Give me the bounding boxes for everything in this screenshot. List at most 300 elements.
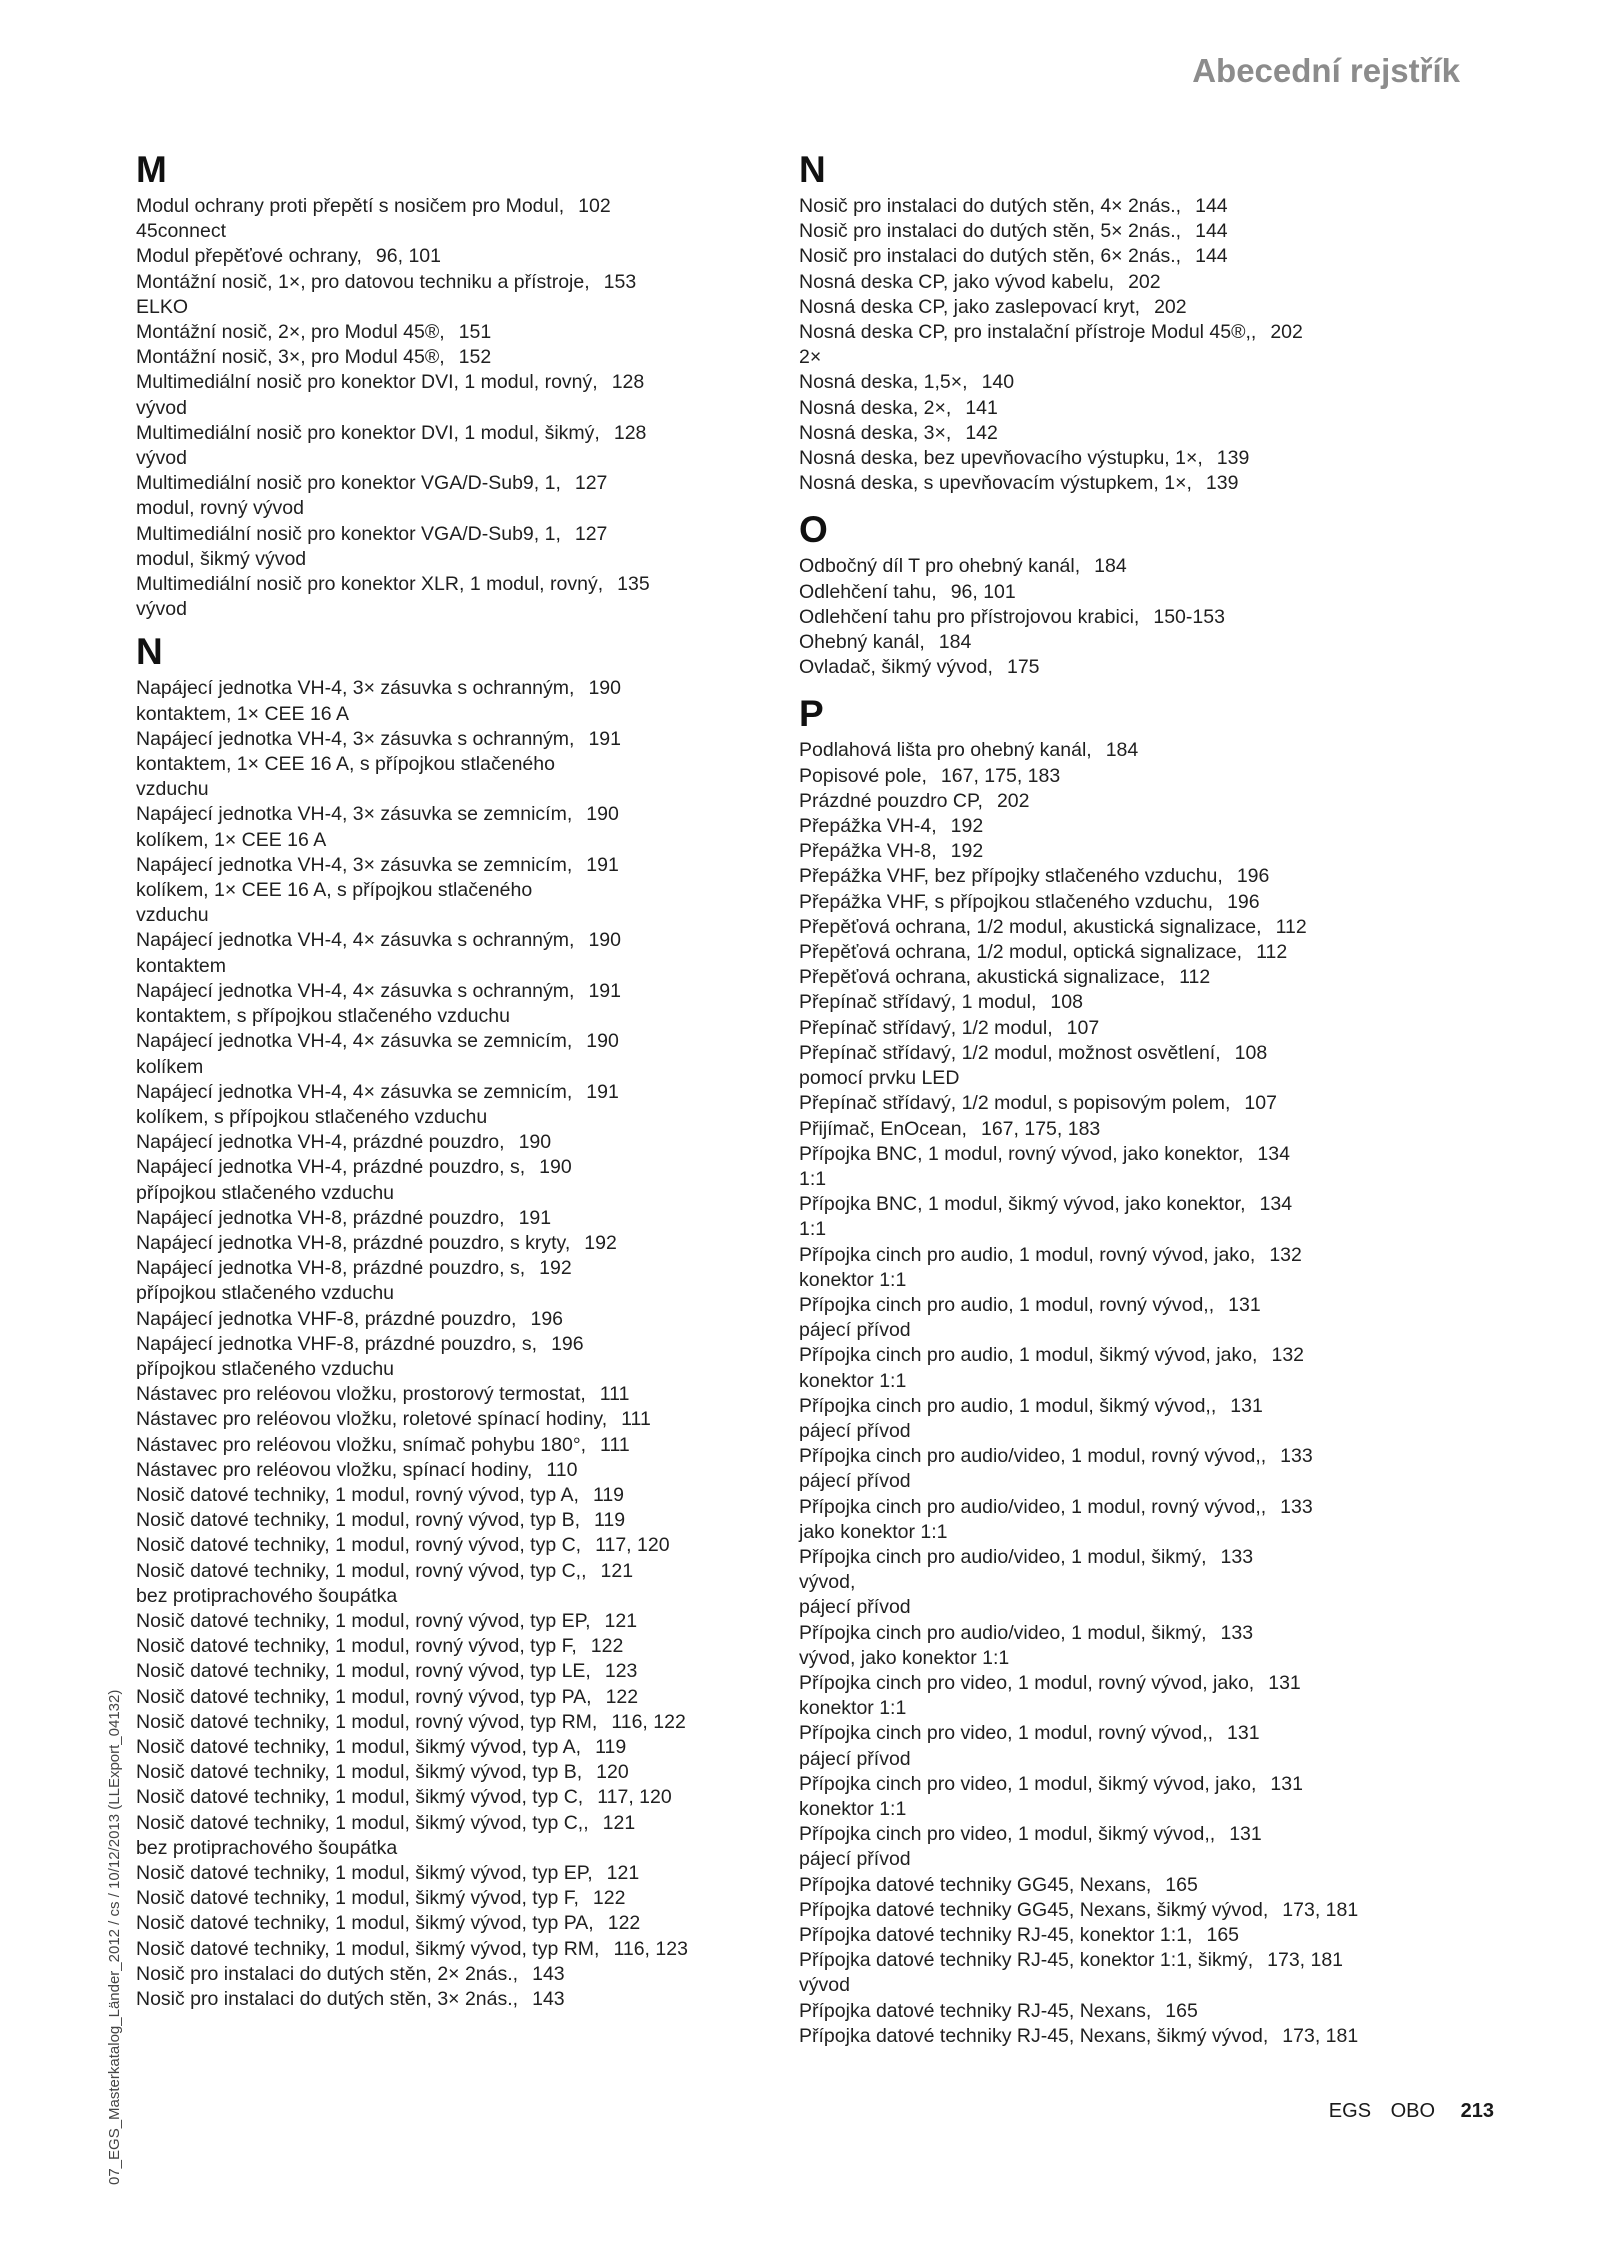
index-entry [799,655,1459,680]
index-entry [136,676,776,726]
index-entry [136,1256,776,1306]
entry-term: Ovladač, šikmý vývod, [799,656,993,679]
entry-continuation: kontaktem, 1× CEE 16 A [136,702,349,725]
index-entry [136,727,776,803]
entry-continuation: kolíkem, s přípojkou stlačeného vzduchu [136,1105,488,1128]
page-footer [1315,2100,1494,2123]
index-entry [136,345,776,370]
entry-pages: 139 [1216,447,1250,470]
index-entry [799,965,1459,990]
entry-term: Nosič datové techniky, 1 modul, rovný vývod, typ RM, [136,1710,598,1733]
entry-term: Nosič pro instalaci do dutých stěn, 3× 2nás., [136,1988,519,2011]
index-entry [799,1999,1459,2024]
entry-continuation: vývod [136,447,187,470]
entry-continuation: vývod [136,396,187,419]
entry-pages: 196 [1236,865,1270,888]
index-entry [799,1898,1459,1923]
entry-continuation: kolíkem [136,1055,204,1078]
entry-term: Multimediální nosič pro konektor VGA/D-Sub9, 1, [136,472,561,495]
entry-term: Nosič datové techniky, 1 modul, šikmý vývod, typ B, [136,1761,583,1784]
index-entry [136,1760,776,1785]
entry-pages: 96, 101 [375,245,441,268]
index-entry [136,270,776,320]
entry-pages: 144 [1195,220,1228,243]
entry-continuation: modul, rovný vývod [136,497,304,520]
entry-pages: 190 [588,677,621,700]
entry-term: Nosič pro instalaci do dutých stěn, 4× 2nás., [799,195,1182,217]
entry-pages: 107 [1066,1016,1100,1039]
entry-continuation: pomocí prvku LED [799,1067,960,1090]
index-entry [799,471,1459,496]
entry-term: Nosič datové techniky, 1 modul, šikmý vývod, typ C,, [136,1811,589,1834]
entry-term: Nosič datové techniky, 1 modul, šikmý vývod, typ EP, [136,1862,593,1884]
entry-pages: 202 [1270,321,1303,344]
entry-term: Nosná deska, bez upevňovacího výstupku, 1×, [799,447,1203,470]
entry-term: Přepínač střídavý, 1 modul, [799,991,1037,1014]
entry-pages: 144 [1195,195,1228,217]
index-entry [799,194,1459,219]
index-entry [799,1142,1459,1192]
entry-continuation: konektor 1:1 [799,1369,907,1392]
entry-term: Multimediální nosič pro konektor VGA/D-Sub9, 1, [136,522,561,545]
entry-term: Napájecí jednotka VHF-8, prázdné pouzdro, s, [136,1332,538,1355]
entry-pages: 184 [1105,739,1139,762]
entry-pages: 173, 181 [1267,1949,1344,1972]
entry-pages: 190 [586,1030,619,1053]
entry-continuation: vzduchu [136,778,209,801]
index-entry [136,1962,776,1987]
section-letter: O [799,509,828,551]
entry-pages: 151 [458,321,492,344]
index-entry [799,1343,1459,1393]
entry-pages: 96, 101 [950,580,1016,603]
print-metadata-note: 07_EGS_Masterkatalog_Länder_2012 / cs / 10/12/2013 (LLExport_04132) [106,1689,123,2185]
index-entry [136,1130,776,1155]
entry-pages: 121 [606,1862,640,1884]
entry-term: Nosič datové techniky, 1 modul, rovný vývod, typ LE, [136,1660,591,1683]
entry-term: Odlehčení tahu pro přístrojovou krabici, [799,605,1140,628]
entry-pages: 112 [1256,941,1288,964]
entry-pages: 196 [530,1307,564,1330]
entry-term: Montážní nosič, 2×, pro Modul 45®, [136,321,445,344]
entry-pages: 202 [1128,270,1161,293]
entry-continuation: pájecí přívod [799,1419,911,1442]
entry-term: Nosič datové techniky, 1 modul, rovný vývod, typ C, [136,1534,582,1557]
entry-pages: 167, 175, 183 [980,1117,1101,1140]
entry-pages: 191 [588,727,621,750]
index-entry [799,554,1459,579]
entry-pages: 127 [574,472,608,495]
section-letter: N [799,149,826,190]
entry-term: Nástavec pro reléovou vložku, prostorový termostat, [136,1383,586,1406]
index-entry [799,446,1459,471]
entry-term: Přepěťová ochrana, 1/2 modul, akustická signalizace, [799,915,1262,938]
index-entry [799,1041,1459,1091]
index-entry [136,1735,776,1760]
entry-pages: 131 [1228,1293,1261,1316]
entry-term: Nosič datové techniky, 1 modul, šikmý vývod, typ C, [136,1786,584,1809]
entry-pages: 139 [1205,472,1239,495]
entry-continuation: pájecí přívod [799,1319,911,1342]
entry-term: Nosná deska, s upevňovacím výstupkem, 1×, [799,472,1192,495]
entry-pages: 117, 120 [597,1786,672,1809]
entry-term: Přepěťová ochrana, akustická signalizace, [799,966,1166,989]
entry-term: Nosič pro instalaci do dutých stěn, 5× 2nás., [799,220,1182,243]
footer-brand-obo: OBO [1390,2100,1436,2122]
entry-pages: 119 [592,1483,625,1506]
entry-continuation: 45connect [136,220,226,243]
index-entry [799,1948,1459,1998]
entry-pages: 122 [607,1912,641,1935]
index-entry [136,1029,776,1079]
entry-pages: 132 [1269,1243,1302,1266]
index-entry [799,1671,1459,1721]
entry-term: Nosič datové techniky, 1 modul, šikmý vývod, typ PA, [136,1912,594,1935]
entry-continuation: vývod, jako konektor 1:1 [799,1646,1010,1669]
index-entry [799,1117,1459,1142]
entry-continuation: konektor 1:1 [799,1697,907,1720]
entry-continuation: pájecí přívod [799,1747,911,1770]
index-entry [136,1231,776,1256]
entry-pages: 191 [588,979,621,1002]
entry-term: Přípojka cinch pro video, 1 modul, rovný vývod,, [799,1722,1214,1745]
entry-term: Nosič datové techniky, 1 modul, rovný vývod, typ B, [136,1509,581,1532]
entry-pages: 135 [617,573,650,596]
entry-pages: 131 [1229,1823,1262,1846]
entry-term: Přípojka cinch pro audio, 1 modul, rovný vývod, jako, [799,1243,1256,1266]
entry-pages: 144 [1195,245,1228,268]
index-entry [799,219,1459,244]
entry-term: Napájecí jednotka VH-4, 4× zásuvka s ochranným, [136,979,575,1002]
entry-pages: 190 [586,803,619,826]
index-entry [136,1785,776,1810]
index-entry [799,1192,1459,1242]
entry-term: Nosič datové techniky, 1 modul, rovný vývod, typ F, [136,1635,577,1658]
entry-pages: 128 [611,371,645,394]
index-section-n [136,630,776,2012]
index-entry [799,396,1459,421]
index-entry [136,1710,776,1735]
entry-continuation: pájecí přívod [799,1848,911,1871]
entry-term: Nástavec pro reléovou vložku, roletové spínací hodiny, [136,1408,608,1431]
entry-continuation: vývod [136,598,187,621]
index-entry [799,1091,1459,1116]
entry-pages: 173, 181 [1282,2024,1359,2047]
entry-term: Nosná deska, 2×, [799,396,952,419]
index-entry [799,1873,1459,1898]
index-entry [799,814,1459,839]
index-entry [799,1293,1459,1343]
entry-term: Multimediální nosič pro konektor DVI, 1 modul, rovný, [136,371,598,394]
entry-term: Přípojka datové techniky GG45, Nexans, šikmý vývod, [799,1898,1269,1921]
entry-pages: 190 [518,1131,552,1154]
entry-term: Multimediální nosič pro konektor XLR, 1 modul, rovný, [136,573,604,596]
entry-continuation: přípojkou stlačeného vzduchu [136,1181,395,1204]
entry-continuation: 1:1 [799,1218,827,1241]
index-entry [136,244,776,269]
entry-term: Přípojka datové techniky RJ-45, konektor 1:1, [799,1924,1193,1946]
index-entry [136,802,776,852]
entry-term: Přípojka cinch pro video, 1 modul, šikmý vývod,, [799,1823,1216,1846]
index-entry [136,1080,776,1130]
entry-pages: 133 [1280,1445,1313,1468]
entry-pages: 167, 175, 183 [940,764,1061,787]
index-entry [799,1394,1459,1444]
entry-term: Napájecí jednotka VH-4, 3× zásuvka s ochranným, [136,727,575,750]
index-entry [136,1634,776,1659]
index-entry [136,1886,776,1911]
entry-continuation: kontaktem [136,954,226,977]
entry-pages: 131 [1227,1722,1260,1745]
entry-term: Podlahová lišta pro ohebný kanál, [799,739,1092,762]
index-entry [136,370,776,420]
index-column-left [136,148,776,2012]
entry-term: Modul ochrany proti přepětí s nosičem pro Modul, [136,195,565,217]
index-entry [799,839,1459,864]
index-entry [799,1016,1459,1041]
entry-term: Odlehčení tahu, [799,580,937,603]
entry-pages: 121 [604,1609,638,1632]
entry-term: Nosič datové techniky, 1 modul, šikmý vývod, typ RM, [136,1937,600,1960]
entry-term: Přepínač střídavý, 1/2 modul, s popisovým polem, [799,1092,1231,1115]
entry-term: Napájecí jednotka VH-4, 4× zásuvka se zemnicím, [136,1080,573,1103]
index-entry [799,1444,1459,1494]
entry-pages: 192 [950,840,984,863]
entry-pages: 192 [950,815,984,838]
index-entry [136,572,776,622]
index-entry [799,1621,1459,1671]
entry-term: Nosič datové techniky, 1 modul, rovný vývod, typ C,, [136,1559,587,1582]
entry-term: Nosič datové techniky, 1 modul, šikmý vývod, typ F, [136,1887,579,1910]
entry-pages: 111 [599,1383,630,1406]
entry-pages: 190 [539,1156,572,1179]
entry-term: Přípojka cinch pro audio, 1 modul, rovný vývod,, [799,1293,1215,1316]
index-entry [136,1382,776,1407]
index-entry [136,1659,776,1684]
entry-term: Přepážka VHF, bez přípojky stlačeného vzduchu, [799,865,1223,888]
index-entry [799,580,1459,605]
entry-term: Přepážka VHF, s přípojkou stlačeného vzduchu, [799,890,1214,913]
entry-term: Multimediální nosič pro konektor DVI, 1 modul, šikmý, [136,421,600,444]
entry-pages: 108 [1234,1041,1268,1064]
entry-term: Přípojka datové techniky RJ-45, konektor 1:1, šikmý, [799,1949,1254,1972]
entry-pages: 122 [605,1685,639,1708]
section-letter: M [136,149,167,190]
entry-pages: 133 [1220,1545,1254,1568]
entry-term: Přípojka cinch pro audio/video, 1 modul, rovný vývod,, [799,1445,1267,1468]
entry-term: Přípojka cinch pro audio, 1 modul, šikmý vývod, jako, [799,1344,1258,1367]
entry-term: Nosič datové techniky, 1 modul, rovný vývod, typ EP, [136,1609,591,1632]
entry-term: Nástavec pro reléovou vložku, snímač pohybu 180°, [136,1433,587,1456]
entry-pages: 196 [551,1332,584,1355]
entry-term: Přípojka cinch pro audio, 1 modul, šikmý vývod,, [799,1394,1217,1417]
entry-pages: 112 [1275,915,1307,938]
section-letter: P [799,693,824,735]
entry-term: Montážní nosič, 1×, pro datovou techniku a přístroje, [136,270,590,293]
entry-continuation: 2× [799,346,822,369]
entry-continuation: vývod, [799,1571,856,1594]
index-entry [136,1811,776,1861]
index-entry [799,1822,1459,1872]
entry-pages: 191 [518,1206,552,1229]
index-section-n [799,148,1459,496]
index-entry [136,1559,776,1609]
entry-pages: 192 [584,1231,617,1254]
entry-term: Nosná deska, 3×, [799,421,952,444]
entry-pages: 121 [600,1559,634,1582]
entry-pages: 119 [594,1509,626,1532]
index-section-o [799,508,1459,680]
entry-pages: 133 [1220,1621,1254,1644]
entry-term: Napájecí jednotka VH-4, prázdné pouzdro, s, [136,1156,526,1179]
entry-pages: 140 [981,371,1015,394]
entry-pages: 134 [1259,1193,1293,1216]
entry-term: Nosič datové techniky, 1 modul, rovný vývod, typ PA, [136,1685,592,1708]
entry-pages: 184 [1094,555,1127,578]
entry-pages: 112 [1179,966,1211,989]
index-entry [799,1545,1459,1621]
index-entry [136,522,776,572]
page-title: Abecední rejstřík [1192,52,1460,89]
entry-pages: 131 [1268,1671,1301,1694]
entry-continuation: kontaktem, s přípojkou stlačeného vzduchu [136,1005,510,1028]
entry-pages: 191 [586,853,619,876]
entry-pages: 122 [592,1887,626,1910]
entry-term: Napájecí jednotka VH-4, prázdné pouzdro, [136,1131,505,1154]
entry-continuation: modul, šikmý vývod [136,547,307,570]
index-section-p [799,692,1459,2049]
entry-term: Přípojka cinch pro audio/video, 1 modul, rovný vývod,, [799,1495,1267,1518]
index-entry [799,630,1459,655]
index-entry [799,421,1459,446]
entry-continuation: přípojkou stlačeného vzduchu [136,1357,395,1380]
index-entry [799,864,1459,889]
entry-term: Nosič pro instalaci do dutých stěn, 2× 2nás., [136,1962,519,1985]
entry-pages: 150-153 [1153,605,1225,628]
entry-pages: 110 [546,1458,578,1481]
entry-continuation: bez protiprachového šoupátka [136,1836,398,1859]
entry-pages: 202 [1154,295,1187,318]
entry-term: Popisové pole, [799,764,927,787]
entry-pages: 134 [1257,1142,1290,1165]
entry-term: Nástavec pro reléovou vložku, spínací hodiny, [136,1458,533,1481]
index-entry [799,1923,1459,1948]
entry-pages: 173, 181 [1282,1898,1359,1921]
index-column-right [799,148,1459,2049]
entry-term: Přípojka datové techniky RJ-45, Nexans, [799,1999,1152,2022]
entry-pages: 108 [1050,991,1083,1014]
entry-term: Přípojka cinch pro audio/video, 1 modul, šikmý, [799,1621,1207,1644]
entry-pages: 128 [613,421,647,444]
index-entry [136,1609,776,1634]
index-entry [799,2024,1459,2049]
index-entry [136,1861,776,1886]
index-entry [136,1407,776,1432]
entry-term: Napájecí jednotka VH-8, prázdné pouzdro, s, [136,1257,526,1280]
index-entry [799,915,1459,940]
entry-pages: 131 [1230,1394,1263,1417]
entry-pages: 121 [602,1811,636,1834]
index-entry [799,789,1459,814]
entry-term: Přepínač střídavý, 1/2 modul, možnost osvětlení, [799,1041,1221,1064]
index-entry [799,605,1459,630]
entry-continuation: 1:1 [799,1167,827,1190]
index-entry [799,370,1459,395]
entry-pages: 190 [588,929,621,952]
entry-pages: 102 [578,195,611,217]
index-entry [799,1495,1459,1545]
entry-pages: 107 [1244,1092,1277,1115]
index-entry [799,320,1459,370]
entry-term: Nosná deska CP, jako vývod kabelu, [799,270,1115,293]
entry-continuation: konektor 1:1 [799,1268,907,1291]
entry-term: Napájecí jednotka VH-8, prázdné pouzdro, [136,1206,505,1229]
index-entry [799,1772,1459,1822]
entry-continuation: kolíkem, 1× CEE 16 A [136,828,327,851]
entry-continuation: bez protiprachového šoupátka [136,1584,398,1607]
index-entry [799,764,1459,789]
entry-continuation: konektor 1:1 [799,1797,907,1820]
entry-pages: 122 [590,1635,624,1658]
index-entry [799,1721,1459,1771]
entry-continuation: pájecí přívod [799,1470,911,1493]
entry-term: Nosná deska CP, jako zaslepovací kryt, [799,295,1141,318]
entry-pages: 202 [996,789,1030,812]
entry-term: Napájecí jednotka VH-8, prázdné pouzdro, s kryty, [136,1231,571,1254]
index-entry [136,194,776,244]
index-entry [799,1243,1459,1293]
entry-pages: 142 [965,421,998,444]
entry-pages: 175 [1006,656,1040,679]
entry-term: Modul přepěťové ochrany, [136,245,362,268]
entry-pages: 119 [595,1735,627,1758]
entry-term: Napájecí jednotka VH-4, 3× zásuvka s ochranným, [136,677,575,700]
entry-term: Přípojka cinch pro audio/video, 1 modul, šikmý, [799,1545,1207,1568]
entry-continuation: vzduchu [136,904,209,927]
entry-continuation: kolíkem, 1× CEE 16 A, s přípojkou stlačeného [136,879,533,902]
index-entry [136,1483,776,1508]
entry-pages: 165 [1165,1873,1198,1896]
index-entry [799,990,1459,1015]
index-entry [799,244,1459,269]
entry-continuation: vývod [799,1974,850,1997]
entry-term: Nosná deska CP, pro instalační přístroje Modul 45®,, [799,321,1257,344]
entry-term: Napájecí jednotka VH-4, 4× zásuvka s ochranným, [136,929,575,952]
entry-term: Ohebný kanál, [799,631,925,654]
index-entry [799,890,1459,915]
entry-pages: 117, 120 [595,1534,670,1557]
entry-term: Přijímač, EnOcean, [799,1117,967,1140]
entry-pages: 127 [574,522,608,545]
index-entry [136,1685,776,1710]
entry-term: Přepínač střídavý, 1/2 modul, [799,1016,1053,1039]
entry-term: Nosič datové techniky, 1 modul, rovný vývod, typ A, [136,1483,579,1506]
entry-pages: 184 [938,631,972,654]
entry-term: Přípojka datové techniky RJ-45, Nexans, šikmý vývod, [799,2024,1269,2047]
index-entry [136,1155,776,1205]
index-entry [136,853,776,929]
index-entry [136,1433,776,1458]
entry-term: Napájecí jednotka VH-4, 3× zásuvka se zemnicím, [136,803,573,826]
index-entry [136,1533,776,1558]
index-entry [799,295,1459,320]
index-entry [799,738,1459,763]
entry-continuation: jako konektor 1:1 [799,1520,948,1543]
entry-term: Přepážka VH-8, [799,840,937,863]
entry-pages: 165 [1165,1999,1198,2022]
entry-pages: 192 [539,1257,572,1280]
section-letter: N [136,631,163,673]
